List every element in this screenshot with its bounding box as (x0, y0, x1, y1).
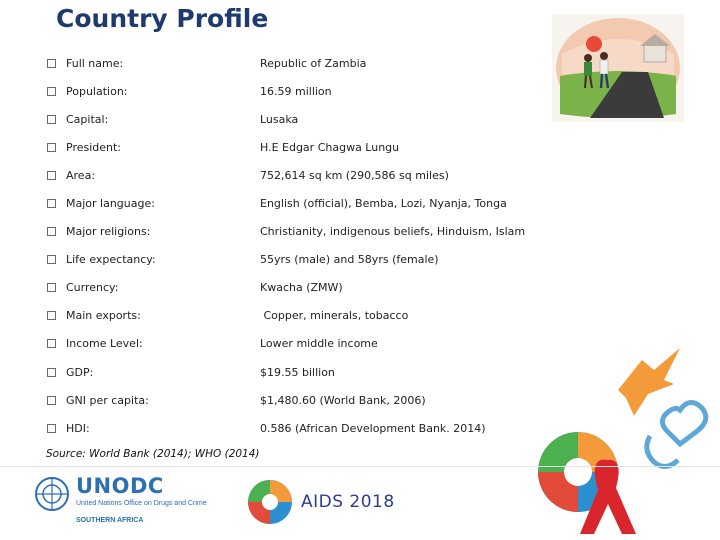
row-label: GNI per capita: (66, 393, 149, 407)
row-label: Income Level: (66, 336, 143, 350)
row-label: Major language: (66, 196, 155, 210)
list-item (47, 333, 378, 353)
bullet-checkbox-icon (47, 311, 56, 320)
row-value: $1,480.60 (World Bank, 2006) (260, 393, 426, 407)
bullet-checkbox-icon (47, 339, 56, 348)
row-value: Lower middle income (260, 336, 378, 350)
row-value: Kwacha (ZMW) (260, 280, 343, 294)
bullet-checkbox-icon (47, 59, 56, 68)
children-walking-illustration (552, 14, 684, 122)
list-item (47, 53, 366, 73)
unodc-subtitle: United Nations Office on Drugs and Crime (76, 500, 207, 507)
list-item (47, 305, 408, 325)
unodc-region: SOUTHERN AFRICA (76, 517, 144, 524)
row-value: 16.59 million (260, 84, 332, 98)
bullet-checkbox-icon (47, 283, 56, 292)
footer-divider (0, 466, 720, 467)
bullet-checkbox-icon (47, 396, 56, 405)
row-value: 55yrs (male) and 58yrs (female) (260, 252, 439, 266)
row-label: Currency: (66, 280, 119, 294)
bullet-checkbox-icon (47, 424, 56, 433)
aids-wordmark: AIDS 2018 (301, 492, 395, 512)
source-note: Source: World Bank (2014); WHO (2014) (46, 448, 260, 460)
row-label: Population: (66, 84, 128, 98)
bullet-checkbox-icon (47, 199, 56, 208)
row-label: President: (66, 140, 122, 154)
row-value: 752,614 sq km (290,586 sq miles) (260, 168, 449, 182)
row-value: Christianity, indigenous beliefs, Hinduism, Islam (260, 224, 526, 238)
row-label: HDI: (66, 421, 90, 435)
row-value: Lusaka (260, 112, 299, 126)
unodc-wordmark: UNODC (76, 474, 164, 498)
row-value: Copper, minerals, tobacco (260, 308, 409, 322)
heart-handcuff-icon (662, 402, 705, 444)
bullet-checkbox-icon (47, 368, 56, 377)
aids-emblem-icon (246, 478, 294, 526)
list-item (47, 249, 439, 269)
list-item (47, 277, 343, 297)
bullet-checkbox-icon (47, 143, 56, 152)
list-item (47, 109, 298, 129)
row-value: Republic of Zambia (260, 56, 367, 70)
list-item (47, 221, 525, 241)
list-item (47, 418, 486, 438)
list-item (47, 193, 507, 213)
list-item (47, 81, 332, 101)
list-item (47, 165, 449, 185)
list-item (47, 137, 399, 157)
row-value: H.E Edgar Chagwa Lungu (260, 140, 400, 154)
bird-icon (618, 348, 680, 416)
page-title: Country Profile (56, 4, 269, 33)
row-label: Major religions: (66, 224, 151, 238)
bullet-checkbox-icon (47, 87, 56, 96)
bullet-checkbox-icon (47, 115, 56, 124)
row-label: Full name: (66, 56, 124, 70)
row-value: English (official), Bemba, Lozi, Nyanja, Tonga (260, 196, 507, 210)
row-label: GDP: (66, 365, 94, 379)
row-value: 0.586 (African Development Bank. 2014) (260, 421, 486, 435)
bullet-checkbox-icon (47, 227, 56, 236)
decorative-corner-graphic (530, 340, 720, 540)
aids-2018-logo (246, 478, 396, 528)
row-value: $19.55 billion (260, 365, 335, 379)
row-label: Capital: (66, 112, 109, 126)
bullet-checkbox-icon (47, 171, 56, 180)
list-item (47, 362, 335, 382)
unodc-logo (34, 474, 234, 530)
row-label: Area: (66, 168, 96, 182)
un-emblem-icon (34, 476, 70, 512)
row-label: Life expectancy: (66, 252, 156, 266)
row-label: Main exports: (66, 308, 141, 322)
list-item (47, 390, 426, 410)
bullet-checkbox-icon (47, 255, 56, 264)
